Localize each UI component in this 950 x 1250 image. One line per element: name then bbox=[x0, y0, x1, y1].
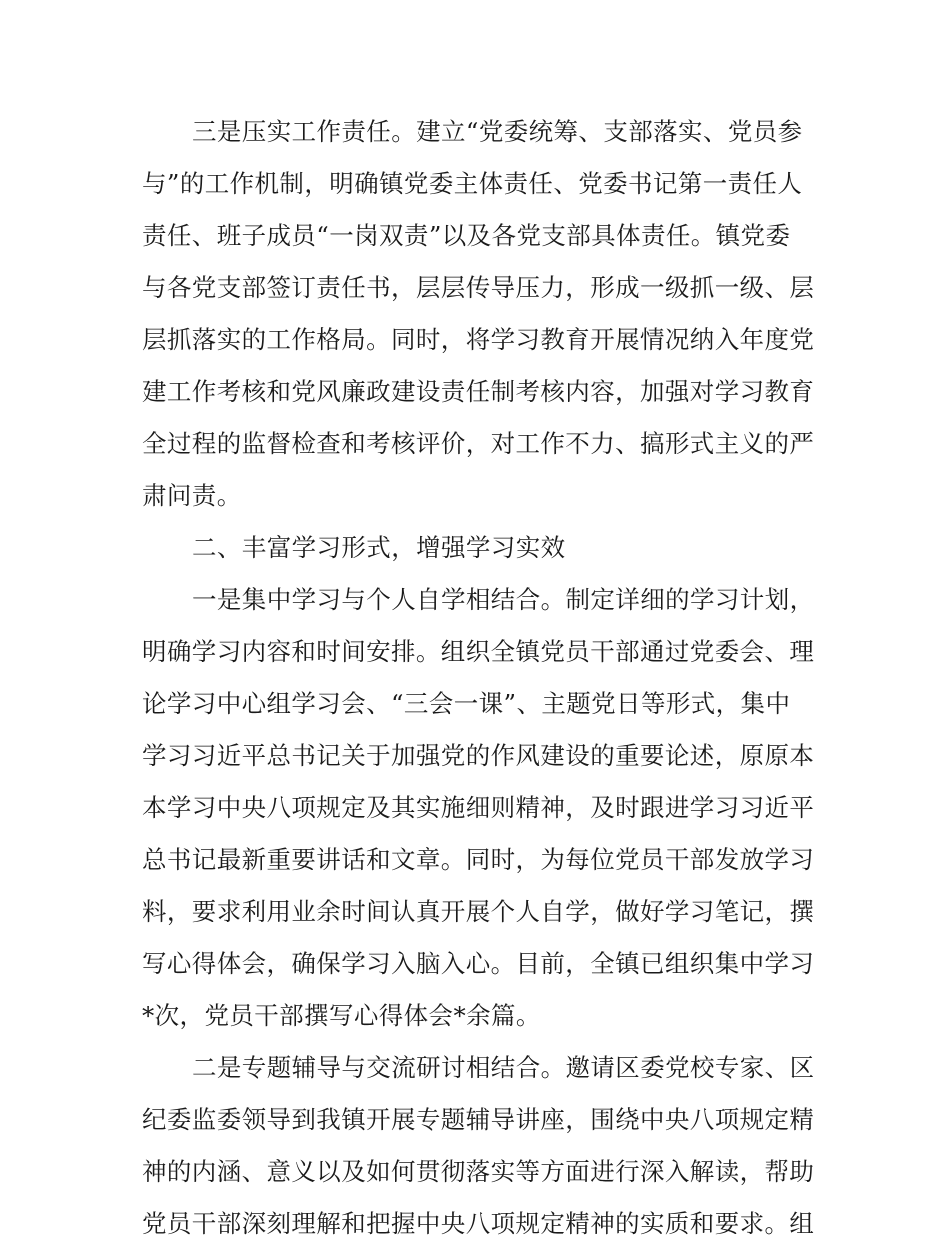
text-line: 料，要求利用业余时间认真开展个人自学，做好学习笔记，撰 bbox=[142, 897, 815, 926]
paragraph-study-combination bbox=[142, 574, 815, 1042]
text-line: 纪委监委领导到我镇开展专题辅导讲座，围绕中央八项规定精 bbox=[142, 1105, 815, 1134]
text-line: 一是集中学习与个人自学相结合。制定详细的学习计划， bbox=[192, 585, 815, 614]
section-heading bbox=[142, 522, 812, 574]
text-line: *次，党员干部撰写心得体会*余篇。 bbox=[142, 1001, 541, 1030]
text-line: 神的内涵、意义以及如何贯彻落实等方面进行深入解读，帮助 bbox=[142, 1157, 815, 1186]
text-line: 写心得体会，确保学习入脑入心。目前，全镇已组织集中学习 bbox=[142, 949, 815, 978]
paragraph-responsibility bbox=[142, 106, 815, 522]
text-line: 与”的工作机制，明确镇党委主体责任、党委书记第一责任人 bbox=[142, 169, 803, 198]
text-line: 建工作考核和党风廉政建设责任制考核内容，加强对学习教育 bbox=[142, 377, 815, 406]
text-line: 论学习中心组学习会、“三会一课”、主题党日等形式，集中 bbox=[142, 689, 791, 718]
section-heading-text: 二、丰富学习形式，增强学习实效 bbox=[192, 533, 566, 562]
text-line: 全过程的监督检查和考核评价，对工作不力、搞形式主义的严 bbox=[142, 429, 815, 458]
text-line: 与各党支部签订责任书，层层传导压力，形成一级抓一级、层 bbox=[142, 273, 815, 302]
text-line: 本学习中央八项规定及其实施细则精神，及时跟进学习习近平 bbox=[142, 793, 815, 822]
text-line: 党员干部深刻理解和把握中央八项规定精神的实质和要求。组 bbox=[142, 1209, 815, 1238]
text-line: 二是专题辅导与交流研讨相结合。邀请区委党校专家、区 bbox=[192, 1053, 815, 1082]
paragraph-special-guidance bbox=[142, 1042, 815, 1250]
text-line: 肃问责。 bbox=[142, 481, 242, 510]
text-line: 三是压实工作责任。建立“党委统筹、支部落实、党员参 bbox=[192, 117, 803, 146]
text-line: 层抓落实的工作格局。同时，将学习教育开展情况纳入年度党 bbox=[142, 325, 815, 354]
text-line: 责任、班子成员“一岗双责”以及各党支部具体责任。镇党委 bbox=[142, 221, 791, 250]
text-line: 总书记最新重要讲话和文章。同时，为每位党员干部发放学习 bbox=[142, 845, 815, 874]
text-line: 明确学习内容和时间安排。组织全镇党员干部通过党委会、理 bbox=[142, 637, 815, 666]
text-line: 学习习近平总书记关于加强党的作风建设的重要论述，原原本 bbox=[142, 741, 815, 770]
document-body bbox=[142, 106, 815, 1250]
